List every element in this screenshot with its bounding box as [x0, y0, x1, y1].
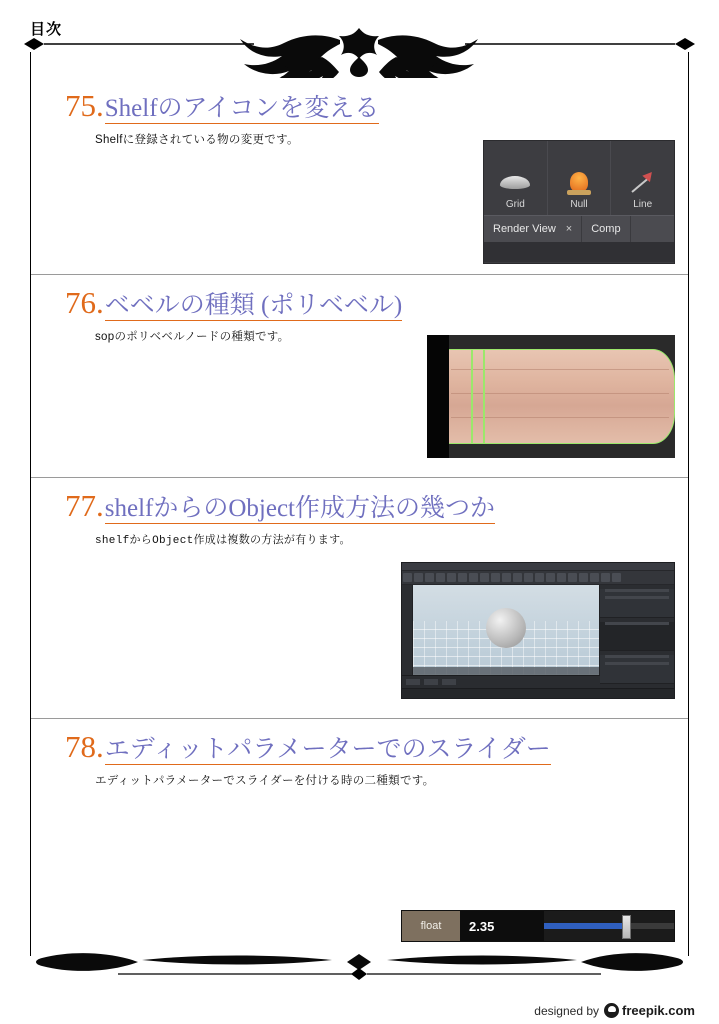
slider-fill: [544, 923, 625, 929]
entry-number: 76.: [65, 285, 104, 320]
shelf-item-label: Grid: [505, 199, 525, 210]
line-icon: [630, 165, 656, 199]
entry-title-row: [31, 478, 688, 524]
entry-title-row: [31, 275, 688, 321]
viewport-3d: [413, 585, 599, 675]
parameter-panel: [599, 585, 674, 675]
thumbnail-shelf-icons: [483, 140, 675, 264]
tab-label: Comp: [591, 223, 621, 235]
thumbnail-float-slider: [401, 910, 675, 942]
entry-title[interactable]: Shelfのアイコンを変える: [105, 96, 380, 124]
slider-handle[interactable]: [622, 915, 631, 939]
viewport-dark-band: [427, 335, 449, 458]
entry-description: shelfからObject作成は複数の方法が有ります。: [95, 535, 351, 548]
parameter-label: float: [402, 911, 460, 941]
shelf-item-null[interactable]: [548, 141, 612, 215]
toc-entry-list: [31, 78, 688, 952]
parameter-value-field[interactable]: 2.35: [460, 911, 544, 941]
tab-comp[interactable]: [582, 216, 630, 242]
entry-description: Shelfに登録されている物の変更です。: [95, 134, 299, 147]
shelf-item-label: Line: [633, 199, 653, 210]
viewport-tool-strip: [402, 585, 413, 675]
app-main-area: [402, 585, 674, 675]
ornament-bottom-decoration: [22, 948, 697, 988]
freepik-logo-icon: [604, 1003, 619, 1018]
entry-title-row: [31, 78, 688, 124]
entry-title[interactable]: ベベルの種類 (ポリベベル): [105, 293, 402, 321]
shelf-item-label: Null: [570, 199, 588, 210]
null-icon: [570, 165, 588, 199]
entry-number: 75.: [65, 88, 104, 123]
entry-title[interactable]: shelfからのObject作成方法の幾つか: [105, 496, 495, 524]
shelf-item-grid[interactable]: [484, 141, 548, 215]
entry-number: 78.: [65, 729, 104, 764]
right-vertical-rule: [688, 52, 689, 956]
shelf-row: [484, 141, 674, 215]
tab-render-view[interactable]: [484, 216, 582, 242]
app-status-bar: [402, 688, 674, 699]
toc-entry-75[interactable]: [31, 78, 688, 274]
footer-credit: [534, 1003, 695, 1018]
toc-entry-76[interactable]: [31, 274, 688, 477]
ornament-top-decoration: [22, 26, 697, 78]
thumbnail-bevel-viewport: [427, 335, 675, 458]
freepik-brand-label: freepik.com: [622, 1003, 695, 1018]
app-shelf-toolbar: [402, 571, 674, 585]
sphere-object: [486, 608, 526, 648]
thumbnail-houdini-ui: [401, 562, 675, 699]
tab-label: Render View: [493, 223, 556, 235]
page-title: 目次: [30, 21, 63, 38]
viewport-status-strip: [413, 667, 599, 675]
parameter-slider[interactable]: [544, 911, 674, 941]
entry-description: エディットパラメーターでスライダーを付ける時の二種類です。: [95, 775, 435, 788]
entry-title-row: [31, 719, 688, 765]
close-icon[interactable]: ×: [565, 223, 573, 235]
entry-title[interactable]: エディットパラメーターでのスライダー: [105, 737, 551, 765]
entry-number: 77.: [65, 488, 104, 523]
entry-description: sopのポリベベルノードの種類です。: [95, 331, 290, 344]
slider-remainder: [625, 923, 674, 929]
shelf-tab-bar: [484, 215, 674, 242]
grid-icon: [500, 165, 530, 199]
shelf-empty-area: [484, 242, 674, 262]
toc-entry-78[interactable]: [31, 718, 688, 952]
designed-by-label: designed by: [534, 1003, 600, 1018]
app-menu-bar: [402, 563, 674, 571]
toc-entry-77[interactable]: [31, 477, 688, 718]
shelf-item-line[interactable]: [611, 141, 674, 215]
